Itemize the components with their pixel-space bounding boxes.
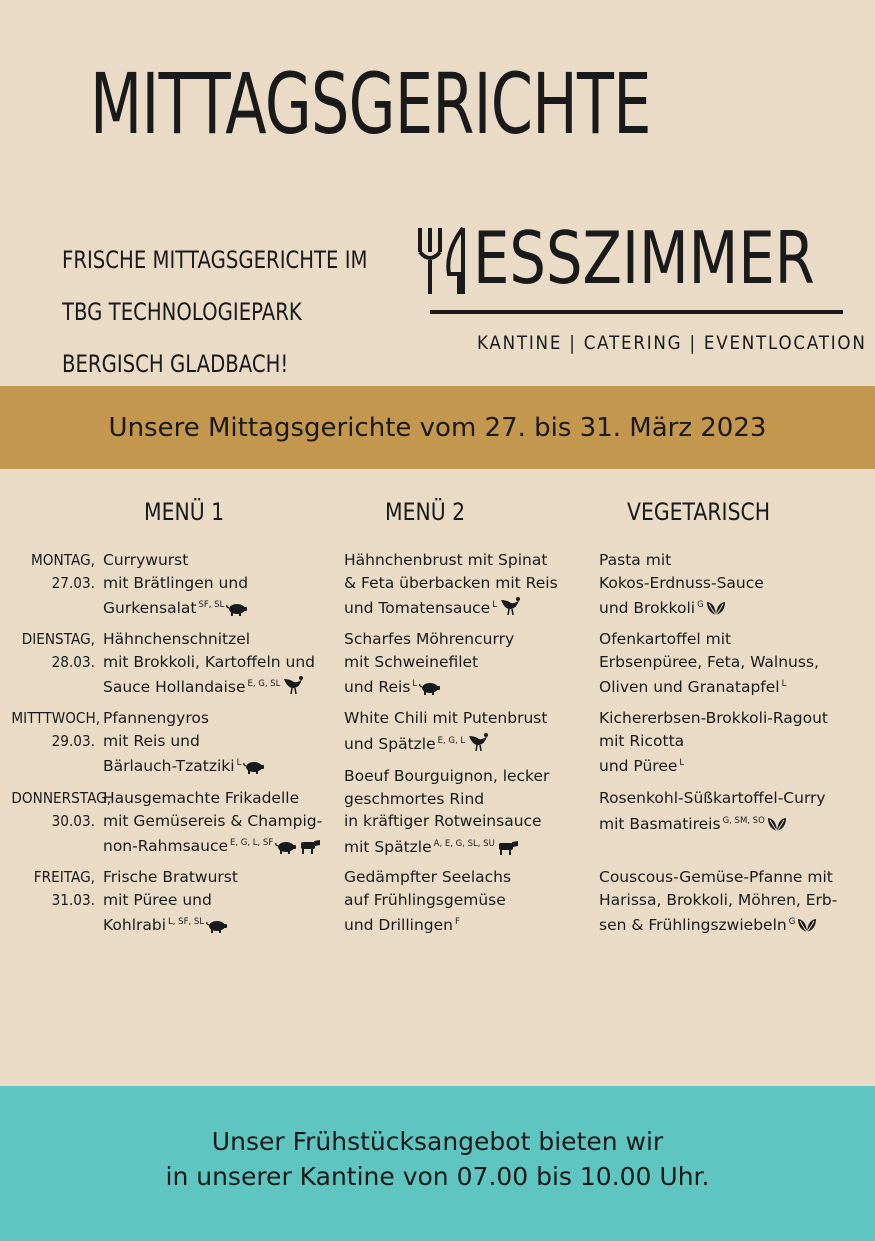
dish-text: mit Ricotta xyxy=(599,731,685,750)
dish-text: und Spätzle xyxy=(344,734,436,753)
dish-text: & Feta überbacken mit Reis xyxy=(344,573,558,592)
day-date: 29.03. xyxy=(51,731,95,750)
day-name: MONTAG, xyxy=(31,551,95,569)
allergen-codes: G xyxy=(697,600,704,610)
dish-line xyxy=(599,866,837,889)
dish-text: Currywurst xyxy=(103,551,189,569)
dish-text: non-Rahmsauce xyxy=(103,837,229,855)
dish-line xyxy=(344,594,558,623)
dish-line xyxy=(103,866,238,889)
breakfast-footer xyxy=(0,1086,875,1241)
dish-text: Harissa, Brokkoli, Möhren, Erb- xyxy=(599,890,838,909)
allergen-codes: L xyxy=(492,600,497,610)
dish-text: Couscous-Gemüse-Pfanne mit xyxy=(599,868,833,886)
day-date: 30.03. xyxy=(51,811,95,830)
pig-icon xyxy=(275,838,297,861)
dish-text: Oliven und Granatapfel xyxy=(599,678,780,696)
dish-line xyxy=(103,594,248,623)
logo-wordmark: ESSZIMMER xyxy=(473,216,815,300)
allergen-codes: G xyxy=(788,917,796,927)
dish-line xyxy=(103,572,248,595)
dish-text: und Tomatensauce xyxy=(344,599,491,617)
dish-text: mit Basmatireis xyxy=(599,814,721,833)
dish-line xyxy=(344,810,549,833)
allergen-codes: L xyxy=(412,679,418,689)
dish-line xyxy=(103,911,238,940)
cow-icon xyxy=(299,838,321,861)
day-name: FREITAG, xyxy=(33,868,95,886)
day-label xyxy=(11,787,112,832)
dish-line xyxy=(599,673,819,699)
day-label xyxy=(11,707,101,752)
day-label xyxy=(11,549,95,594)
dish-text: Hausgemachte Frikadelle xyxy=(103,789,300,807)
intro-text xyxy=(62,234,368,390)
esszimmer-logo xyxy=(415,216,867,362)
page-title: MITTAGSGERICHTE xyxy=(90,55,651,153)
cow-icon xyxy=(497,839,519,862)
dish-line xyxy=(599,549,764,572)
column-header-menu2: MENÜ 2 xyxy=(385,498,466,526)
dish-text: in kräftiger Rotweinsauce xyxy=(344,812,542,830)
day-date: 28.03. xyxy=(51,652,95,671)
vegetarian-dish xyxy=(599,628,819,699)
dish-line xyxy=(103,673,315,702)
dish-line xyxy=(344,765,549,788)
dish-text: Kichererbsen-Brokkoli-Ragout xyxy=(599,709,828,727)
dish-line xyxy=(344,889,511,912)
allergen-codes: E, G, SL xyxy=(247,679,281,689)
allergen-codes: A, E, G, SL, SU xyxy=(433,838,495,849)
dish-line xyxy=(344,673,514,702)
chicken-icon xyxy=(467,732,489,759)
dish-text: Scharfes Möhrencurry xyxy=(344,630,515,648)
dish-text: Kokos-Erdnuss-Sauce xyxy=(599,573,764,592)
chicken-icon xyxy=(282,675,304,702)
dish-text: Hähnchenbrust mit Spinat xyxy=(344,551,548,569)
date-banner-text: Unsere Mittagsgerichte vom 27. bis 31. März 2023 xyxy=(108,412,767,443)
dish-text: mit Brätlingen und xyxy=(103,573,249,592)
dish-text: und Brokkoli xyxy=(599,599,696,617)
vegetarian-dish xyxy=(599,866,837,940)
menu2-dish xyxy=(344,765,549,861)
leaf-icon xyxy=(706,600,726,623)
dish-line xyxy=(103,752,265,781)
dish-text: Sauce Hollandaise xyxy=(103,678,246,696)
dish-text: Rosenkohl-Süßkartoffel-Curry xyxy=(599,789,826,807)
dish-line xyxy=(599,889,837,912)
dish-text: mit Spätzle xyxy=(344,837,432,856)
dish-text: Pasta mit xyxy=(599,551,672,569)
intro-line: BERGISCH GLADBACH! xyxy=(62,350,289,378)
allergen-codes: L xyxy=(679,758,685,768)
allergen-codes: E, G, L, SF xyxy=(230,838,274,848)
dish-text: Gurkensalat xyxy=(103,599,197,617)
dish-text: mit Schweinefilet xyxy=(344,652,479,671)
dish-line xyxy=(599,572,764,595)
dish-line xyxy=(599,810,826,839)
dish-text: auf Frühlingsgemüse xyxy=(344,890,506,909)
dish-line xyxy=(103,549,248,572)
day-name: MITTTWOCH, xyxy=(11,709,101,727)
dish-text: und Püree xyxy=(599,757,678,775)
dish-line xyxy=(599,752,828,778)
dish-text: sen & Frühlingszwiebeln xyxy=(599,916,787,934)
dish-line xyxy=(344,788,549,811)
dish-line xyxy=(103,707,265,730)
day-name: DIENSTAG, xyxy=(21,630,95,648)
day-date: 27.03. xyxy=(51,573,95,592)
day-date: 31.03. xyxy=(51,890,95,909)
allergen-codes: SF, SL xyxy=(198,600,225,610)
logo-subtitle: KANTINE | CATERING | EVENTLOCATION xyxy=(477,332,867,354)
dish-text: mit Reis und xyxy=(103,731,200,750)
dish-text: mit Gemüsereis & Champig- xyxy=(103,811,323,830)
dish-text: Ofenkartoffel mit xyxy=(599,630,732,648)
dish-line xyxy=(103,628,315,651)
dish-line xyxy=(344,707,547,730)
dish-text: und Reis xyxy=(344,678,411,696)
allergen-codes: L, SF, SL xyxy=(168,917,204,927)
dish-line xyxy=(344,866,511,889)
dish-line xyxy=(344,572,558,595)
menu2-dish xyxy=(344,628,514,702)
menu1-dish xyxy=(103,549,248,623)
dish-text: Hähnchenschnitzel xyxy=(103,630,251,648)
allergen-codes: F xyxy=(454,917,460,927)
menu1-dish xyxy=(103,787,322,861)
dish-text: Frische Bratwurst xyxy=(103,868,238,886)
dish-text: Gedämpfter Seelachs xyxy=(344,868,512,886)
pig-icon xyxy=(419,679,441,702)
dish-line xyxy=(344,651,514,674)
dish-text: Pfannengyros xyxy=(103,709,209,727)
intro-line: TBG TECHNOLOGIEPARK xyxy=(62,298,302,326)
dish-line xyxy=(599,594,764,623)
dish-text: und Drillingen xyxy=(344,916,453,934)
dish-line xyxy=(103,832,322,861)
dish-line xyxy=(103,810,322,833)
pig-icon xyxy=(243,758,265,781)
vegetarian-dish xyxy=(599,549,764,623)
dish-line xyxy=(599,911,837,940)
footer-line: in unserer Kantine von 07.00 bis 10.00 Uhr. xyxy=(165,1162,710,1191)
dish-line xyxy=(599,651,819,674)
dish-text: geschmortes Rind xyxy=(344,789,485,808)
dish-line xyxy=(599,707,828,730)
dish-line xyxy=(344,833,549,862)
menu2-dish xyxy=(344,866,511,937)
dish-text: Boeuf Bourguignon, lecker xyxy=(344,767,550,785)
leaf-icon xyxy=(767,816,787,839)
menu2-dish xyxy=(344,549,558,623)
dish-line xyxy=(599,787,826,810)
dish-line xyxy=(344,628,514,651)
allergen-codes: G, SM, SO xyxy=(722,815,765,826)
allergen-codes: L xyxy=(781,679,787,689)
dish-text: mit Brokkoli, Kartoffeln und xyxy=(103,652,315,671)
pig-icon xyxy=(226,600,248,623)
date-banner xyxy=(0,386,875,469)
pig-icon xyxy=(206,917,228,940)
footer-line: Unser Frühstücksangebot bieten wir xyxy=(211,1127,664,1156)
dish-line xyxy=(103,651,315,674)
leaf-icon xyxy=(797,917,817,940)
menu2-dish xyxy=(344,707,547,758)
dish-text: White Chili mit Putenbrust xyxy=(344,709,548,727)
day-label xyxy=(11,628,95,673)
menu1-dish xyxy=(103,707,265,781)
day-name: DONNERSTAG, xyxy=(11,789,112,807)
menu1-dish xyxy=(103,866,238,940)
vegetarian-dish xyxy=(599,707,828,778)
chicken-icon xyxy=(499,596,521,623)
dish-text: mit Püree und xyxy=(103,890,212,909)
dish-line xyxy=(103,730,265,753)
dish-line xyxy=(344,549,558,572)
allergen-codes: E, G, L xyxy=(437,735,466,746)
allergen-codes: L xyxy=(236,758,242,768)
dish-line xyxy=(344,730,547,759)
vegetarian-dish xyxy=(599,787,826,838)
column-header-menu1: MENÜ 1 xyxy=(144,498,225,526)
dish-line xyxy=(103,787,322,810)
dish-line xyxy=(599,730,828,753)
dish-line xyxy=(344,911,511,937)
dish-line xyxy=(599,628,819,651)
dish-line xyxy=(103,889,238,912)
day-label xyxy=(11,866,95,911)
dish-text: Bärlauch-Tzatziki xyxy=(103,757,235,775)
dish-text: Kohlrabi xyxy=(103,916,167,934)
menu1-dish xyxy=(103,628,315,702)
intro-line: FRISCHE MITTAGSGERICHTE IM xyxy=(62,246,368,274)
column-header-vegetarisch: VEGETARISCH xyxy=(627,498,771,526)
dish-text: Erbsenpüree, Feta, Walnuss, xyxy=(599,652,819,671)
